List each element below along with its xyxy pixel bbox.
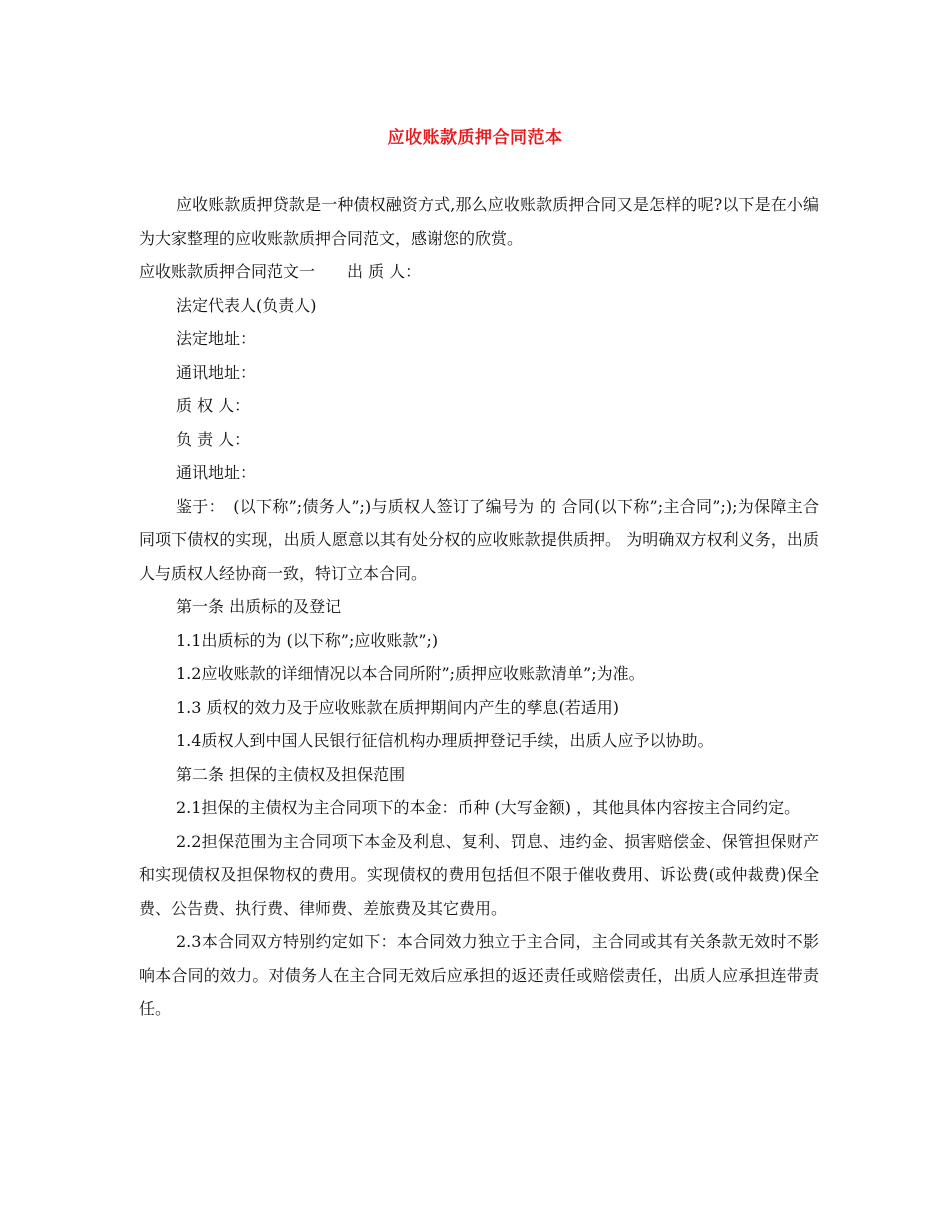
document-title: 应收账款质押合同范本: [387, 128, 563, 148]
paragraph-clause-1-1: 1.1出质标的为 (以下称”;应收账款”;): [176, 630, 439, 650]
document-body: [139, 188, 819, 1026]
paragraph-mailing-address-1: 通讯地址：: [176, 362, 257, 382]
paragraph-clause-2-1: 2.1担保的主债权为主合同项下的本金：币种 (大写金额) ，其他具体内容按主合同约定。: [176, 798, 801, 817]
paragraph-pledgee: 质 权 人：: [176, 396, 251, 415]
paragraph-person-in-charge: 负 责 人：: [176, 429, 251, 449]
paragraph-clause-1-2: 1.2应收账款的详细情况以本合同所附”;质押应收账款清单”;为准。: [176, 664, 645, 683]
paragraph-clause-2-2: 2.2担保范围为主合同项下本金及利息、复利、罚息、违约金、损害赔偿金、保管担保财产和实现债权及担保物权的费用。实现债权的费用包括但不限于催收费用、诉讼费(或仲裁费)保全费、公告费、执行费、律师费、差旅费及其它费用。: [139, 831, 819, 918]
paragraph-legal-representative: 法定代表人(负责人): [176, 295, 317, 315]
paragraph-mailing-address-2: 通讯地址：: [176, 463, 257, 482]
paragraph-article-one: 第一条 出质标的及登记: [176, 597, 342, 616]
paragraph-clause-2-3: 2.3本合同双方特别约定如下：本合同效力独立于主合同，主合同或其有关条款无效时不影响本合同的效力。对债务人在主合同无效后应承担的返还责任或赔偿责任，出质人应承担连带责任。: [139, 932, 819, 1018]
paragraph-whereas: 鉴于： (以下称”;债务人”;)与质权人签订了编号为 的 合同(以下称”;主合同”;);为保障主合同项下债权的实现，出质人愿意以其有处分权的应收账款提供质押。 为明确双方权利义务，出质人与质权人经协商一致，特订立本合同。: [139, 496, 819, 583]
paragraph-heading-sample-one: 应收账款质押合同范文一 出 质 人：: [139, 262, 422, 281]
paragraph-clause-1-3: 1.3 质权的效力及于应收账款在质押期间内产生的孳息(若适用): [176, 697, 620, 717]
paragraph-intro: 应收账款质押贷款是一种债权融资方式,那么应收账款质押合同又是怎样的呢?以下是在小编为大家整理的应收账款质押合同范文，感谢您的欣赏。: [139, 195, 819, 248]
paragraph-clause-1-4: 1.4质权人到中国人民银行征信机构办理质押登记手续，出质人应予以协助。: [176, 731, 714, 750]
paragraph-legal-address: 法定地址：: [176, 329, 257, 348]
paragraph-article-two: 第二条 担保的主债权及担保范围: [176, 764, 406, 784]
